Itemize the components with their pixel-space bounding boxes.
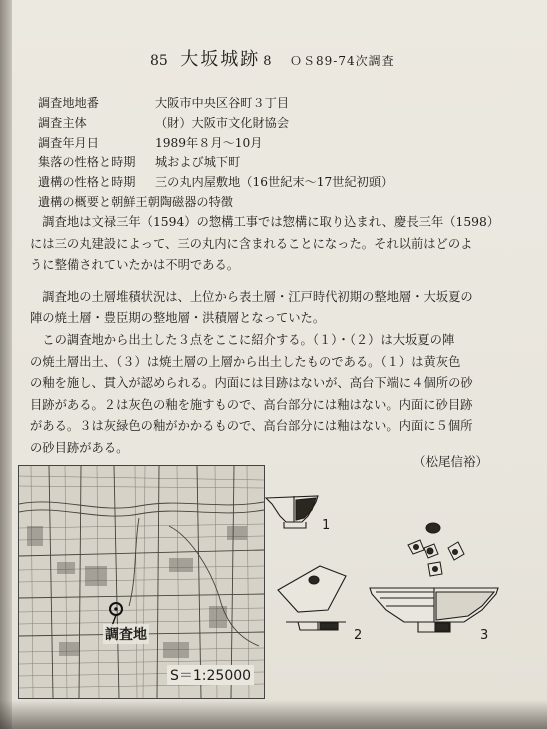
meta-key: 遺構の概要と朝鮮王朝陶磁器の特徴	[38, 194, 233, 209]
meta-key: 遺構の性格と時期	[38, 175, 136, 190]
meta-key: 調査主体	[38, 115, 87, 130]
sand-mark-fragments	[408, 523, 464, 576]
entry-number: 85	[150, 53, 168, 69]
pottery-figures	[258, 470, 528, 685]
survey-metadata	[38, 94, 393, 213]
site-title: 大坂城跡	[180, 49, 261, 70]
text-line: 陣の焼土層・豊臣期の整地層・洪積層となっていた。	[30, 311, 326, 326]
meta-row	[38, 153, 393, 173]
meta-row	[38, 193, 393, 213]
meta-value: 1989年８月～10月	[155, 135, 263, 150]
body-text	[30, 212, 518, 460]
author-credit: （松尾信裕）	[413, 454, 489, 469]
meta-value: 三の丸内屋敷地（16世紀末～17世紀初頭）	[155, 175, 394, 190]
text-line: がある。３は灰緑色の釉がかかるもので、高台部分には釉はない。内面に５個所	[30, 419, 473, 434]
paragraph	[30, 212, 518, 277]
bowl-3-drawing	[370, 588, 498, 632]
meta-row	[38, 94, 393, 114]
meta-value: 大阪市中央区谷町３丁目	[155, 96, 290, 110]
text-line: の釉を施し、貫入が認められる。内面には目跡はないが、高台下端に４個所の砂	[30, 376, 473, 391]
meta-value: （財）大阪市文化財協会	[155, 115, 290, 130]
plate-2-drawing	[278, 566, 346, 630]
map-scale: S＝1:25000	[167, 665, 254, 685]
figure-label-2: 2	[354, 628, 363, 643]
text-line: 調査地の土層堆積状況は、上位から表土層・江戸時代初期の整地層・大坂夏の	[42, 289, 473, 304]
meta-row	[38, 134, 393, 154]
site-location-label: 調査地	[103, 624, 149, 644]
book-binding	[0, 0, 12, 729]
bowl-1-drawing	[266, 496, 318, 528]
text-line: この調査地から出土した３点をここに紹介する。（１）・（２）は大坂夏の陣	[42, 332, 455, 347]
text-line: の焼土層出土、（３）は焼土層の上層から出土したものである。（１）は黄灰色	[30, 354, 461, 369]
figure-label-1: 1	[322, 518, 331, 533]
meta-key: 集落の性格と時期	[38, 155, 136, 170]
site-volume: 8	[263, 54, 272, 69]
meta-value: 城および城下町	[155, 155, 241, 170]
meta-row	[38, 173, 393, 193]
meta-key: 調査年月日	[38, 135, 99, 150]
paragraph	[30, 330, 518, 460]
text-line: うに整備されていたかは不明である。	[30, 258, 240, 273]
survey-code: ＯＳ89-74次調査	[290, 54, 395, 68]
meta-key: 調査地地番	[38, 96, 99, 110]
page-shadow	[0, 700, 547, 729]
pottery-drawings	[258, 470, 528, 685]
page-header	[150, 45, 395, 71]
figure-label-3: 3	[480, 628, 489, 643]
location-map	[18, 465, 265, 699]
text-line: 目跡がある。２は灰色の釉を施すもので、高台部分には釉はない。内面に砂目跡	[30, 397, 473, 412]
paragraph	[30, 287, 518, 330]
map-drawing	[19, 466, 264, 698]
meta-row	[38, 114, 393, 134]
text-line: の砂目跡がある。	[30, 440, 129, 455]
text-line: には三の丸建設によって、三の丸内に含まれることになった。それ以前はどのよ	[30, 236, 473, 251]
text-line: 調査地は文禄三年（1594）の惣構工事では惣構に取り込まれ、慶長三年（1598）	[42, 215, 500, 229]
